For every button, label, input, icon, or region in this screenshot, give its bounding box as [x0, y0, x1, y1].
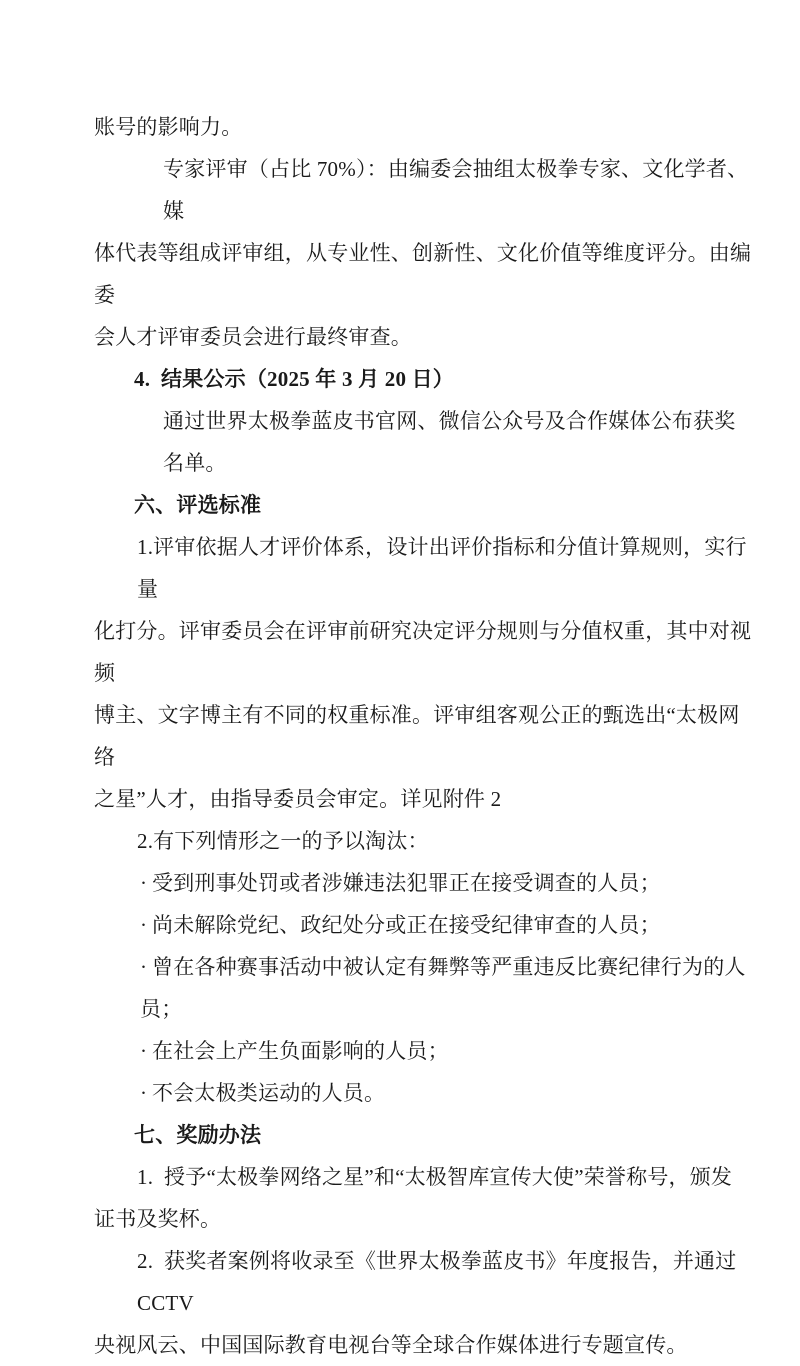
bullet-item [94, 946, 754, 1030]
numbered-item-line: 1.评审依据人才评价体系，设计出评价指标和分值计算规则，实行量 [137, 535, 747, 601]
bullet-dot-icon: · [140, 871, 148, 895]
body-line: 账号的影响力。 [94, 115, 243, 139]
bullet-item-text: 尚未解除党纪、政纪处分或正在接受纪律审查的人员； [152, 913, 661, 937]
numbered-heading-result-announcement: 4. 结果公示（2025 年 3 月 20 日） [134, 367, 454, 391]
bullet-item [94, 1030, 754, 1072]
bullet-item-text: 在社会上产生负面影响的人员； [152, 1039, 449, 1063]
bullet-dot-icon: · [140, 955, 148, 979]
bullet-item-text: 曾在各种赛事活动中被认定有舞弊等严重违反比赛纪律行为的人员； [140, 955, 746, 1021]
bullet-item-text: 不会太极类运动的人员。 [152, 1081, 386, 1105]
bullet-item [94, 1072, 754, 1114]
numbered-item-line: 1. 授予“太极拳网络之星”和“太极智库宣传大使”荣誉称号，颁发 [137, 1165, 733, 1189]
body-line: 会人才评审委员会进行最终审查。 [94, 325, 412, 349]
section-heading-reward-measures: 七、奖励办法 [134, 1123, 262, 1147]
body-line: 化打分。评审委员会在评审前研究决定评分规则与分值权重，其中对视频 [94, 619, 752, 685]
bullet-item [94, 862, 754, 904]
body-line: 之星”人才，由指导委员会审定。详见附件 2 [94, 787, 502, 811]
numbered-item-line: 2. 获奖者案例将收录至《世界太极拳蓝皮书》年度报告，并通过 CCTV [137, 1249, 742, 1315]
body-line: 证书及奖杯。 [94, 1207, 222, 1231]
bullet-dot-icon: · [140, 1081, 148, 1105]
bullet-dot-icon: · [140, 1039, 148, 1063]
paragraph-first-line: 专家评审（占比 70%）：由编委会抽组太极拳专家、文化学者、媒 [163, 157, 749, 223]
bullet-dot-icon: · [140, 913, 148, 937]
bullet-item-text: 受到刑事处罚或者涉嫌违法犯罪正在接受调查的人员； [152, 871, 661, 895]
document-content [94, 106, 754, 1366]
section-heading-selection-criteria: 六、评选标准 [134, 493, 262, 517]
body-line: 央视风云、中国国际教育电视台等全球合作媒体进行专题宣传。 [94, 1333, 688, 1357]
paragraph-first-line: 通过世界太极拳蓝皮书官网、微信公众号及合作媒体公布获奖名单。 [163, 409, 736, 475]
numbered-item-line: 2.有下列情形之一的予以淘汰： [137, 829, 429, 853]
body-line: 博主、文字博主有不同的权重标准。评审组客观公正的甄选出“太极网络 [94, 703, 740, 769]
body-line: 体代表等组成评审组，从专业性、创新性、文化价值等维度评分。由编委 [94, 241, 752, 307]
bullet-item [94, 904, 754, 946]
